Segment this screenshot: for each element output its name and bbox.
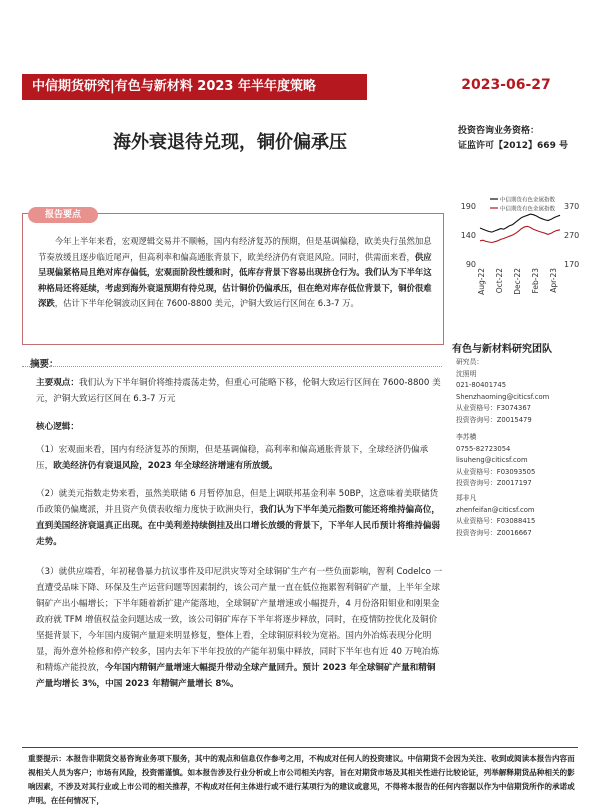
analyst-card bbox=[456, 357, 549, 426]
license-line-1: 投资咨询业务资格： bbox=[458, 126, 540, 136]
analyst-card bbox=[456, 432, 535, 490]
summary-bold: 供应呈现偏紧格局且绝对库存偏低，宏观面阶段性缓和时，低库存背景下容易出现挤仓行为。我们认为下半年这种格局还将延续，考虑到海外衰退预期有待兑现，估计铜价仍偏承压，但在绝对库存低位背景下，铜价很难深跌 bbox=[38, 251, 432, 308]
disclaimer-text: 重要提示：本报告非期货交易咨询业务项下服务，其中的观点和信息仅作参考之用，不构成对任何人的投资建议。中信期货不会因为关注、收到或阅读本报告内容而视相关人员为客户；市场有风险，投资需谨慎。如本报告涉及行业分析或上市公司相关内容，旨在对期货市场及其相关性进行比较论证，列举解释期货品种相关的影响因素，不涉及对其行业或上市公司的相关推荐，不构成对任何主体进行或不进行某项行为的建议或意见，不得将本报告的任何内容据以作为中信期货所作的承诺或声明。在任何情况下， bbox=[28, 754, 575, 805]
right-axis-tick: 270 bbox=[564, 231, 580, 240]
summary-pill: 报告要点 bbox=[28, 207, 98, 223]
footer-divider bbox=[22, 747, 578, 748]
main-point-text: 我们认为下半年铜价将维持震荡走势，但重心可能略下移，伦铜大致运行区间在 7600-8800 美元，沪铜大致运行区间在 6.3-7 万元 bbox=[36, 378, 441, 404]
x-axis-tick: Oct-22 bbox=[495, 268, 504, 294]
main-point bbox=[36, 375, 444, 407]
core-logic-heading: 核心逻辑： bbox=[36, 422, 79, 432]
paragraph-1-text: （1）宏观面来看，国内有经济复苏的预期，但是基调偏稳，高利率和偏高通胀背景下，全球经济仍偏承压， bbox=[36, 445, 429, 471]
x-axis-tick: Feb-23 bbox=[531, 268, 540, 294]
legend-label: 中信期货有色金属指数 bbox=[500, 197, 556, 204]
analyst-consult-number: 投资咨询号：Z0015479 bbox=[456, 415, 532, 424]
summary-text-b: ，估计下半年伦铜波动区间在 7600-8800 美元，沪铜大致运行区间在 6.3-7 万。 bbox=[54, 298, 359, 308]
research-team-title: 有色与新材料研究团队 bbox=[452, 344, 552, 355]
analyst-consult-number: 投资咨询号：Z0017197 bbox=[456, 479, 532, 487]
paragraph-1-bold: 欧美经济仍有衰退风险，2023 年全球经济增速有所放缓。 bbox=[53, 461, 278, 471]
analyst-qualification: 从业资格号：F03093505 bbox=[456, 467, 536, 476]
analyst-card bbox=[456, 493, 535, 539]
paragraph-1 bbox=[36, 442, 444, 474]
analyst-phone: 021-80401745 bbox=[456, 381, 507, 389]
x-axis-tick: Dec-22 bbox=[513, 268, 522, 295]
analyst-role: 研究员： bbox=[456, 358, 484, 366]
paragraph-3 bbox=[36, 564, 444, 692]
analyst-name: 李苏横 bbox=[456, 433, 477, 441]
summary-text-a: 今年上半年来看，宏观逻辑交易并不顺畅，国内有经济复苏的预期，但是基调偏稳，欧美央行虽然加息节奏放缓且逐步临近尾声，但高利率和偏高通胀背景下，欧美经济仍有衰退风险。同时，供需面来看， bbox=[38, 236, 432, 262]
legend-label: 中信期货有色金属指数 bbox=[500, 206, 556, 213]
analyst-phone: 0755-82723054 bbox=[456, 444, 511, 453]
x-axis-tick: Apr-23 bbox=[549, 268, 558, 293]
left-axis-tick: 90 bbox=[465, 260, 476, 269]
analyst-qualification: 从业资格号：F3074367 bbox=[456, 404, 531, 412]
report-date: 2023-06-27 bbox=[461, 77, 551, 93]
analyst-consult-number: 投资咨询号：Z0016667 bbox=[456, 528, 532, 537]
paragraph-2 bbox=[36, 486, 444, 550]
paragraph-3-bold: 今年国内精铜产量增速大幅提升带动全球产量回升。预计 2023 年全球铜矿产量和精铜产量均增长 3%，中国 2023 年精铜产量增长 8%。 bbox=[36, 663, 436, 689]
analyst-name: 郑非凡 bbox=[456, 494, 477, 502]
series-line bbox=[480, 226, 560, 242]
analyst-qualification: 从业资格号：F03088415 bbox=[456, 517, 536, 525]
analyst-email[interactable]: Shenzhaoming@citicsf.com bbox=[456, 392, 550, 401]
paragraph-2-text: （2）就美元指数走势来看，虽然美联储 6 月暂停加息，但是上调联邦基金利率 50BP，这意味着美联储货币政策仍偏鹰派，并且资产负债表收缩力度快于欧洲央行， bbox=[36, 489, 439, 515]
paragraph-3-text: （3）就供应端看，年初秘鲁暴力抗议事件及印尼洪灾等对全球铜矿生产有一些负面影响，智利 Codelco 一直遭受品味下降、环保及生产运营问题等因素制约，该公司产量一直在低位拖累智利铜矿产量，上半年全球铜矿产出小幅增长；下半年随着新扩建产能落地，全球铜矿产量增速或小幅提升，4 月份洛阳钼业和刚果金政府就 TFM 增值权益金问题达成一致，该公司铜矿库存下半年将逐步释放，同时，在疫情防控优化及铜价坚挺背景下，今年国内废铜产量迎来明显修复，整体上看，全球铜原料较为宽裕。国内外冶炼表现分化明显，海外意外检修和停产较多，国内去年下半年投放的产能年初集中释放，同时下半年也有近 40 万吨冶炼和精炼产能投放， bbox=[36, 567, 443, 673]
main-point-label: 主要观点： bbox=[36, 378, 79, 388]
core-logic-label bbox=[36, 419, 444, 435]
report-series-banner: 中信期货研究|有色与新材料 2023 年半年度策略 bbox=[22, 74, 367, 100]
left-axis-tick: 140 bbox=[460, 231, 476, 240]
analyst-name: 沈照明 bbox=[456, 369, 477, 378]
right-axis-tick: 170 bbox=[564, 260, 580, 269]
analyst-email[interactable]: zhenfeifan@citicsf.com bbox=[456, 505, 535, 514]
license-line-2: 证监许可【2012】669 号 bbox=[458, 141, 568, 151]
left-axis-tick: 190 bbox=[460, 202, 476, 211]
paragraph-2-bold: 我们认为下半年美元指数可能还将维持偏高位，直到美国经济衰退真正出现。在中美利差持续倒挂及出口增长放缓的背景下，下半年人民币预计将维持偏弱走势。 bbox=[36, 505, 440, 547]
analyst-email[interactable]: lisuheng@citicsf.com bbox=[456, 456, 528, 464]
right-axis-tick: 370 bbox=[564, 202, 580, 211]
abstract-divider bbox=[22, 366, 442, 367]
summary-text bbox=[38, 234, 436, 312]
abstract-label: 摘要： bbox=[30, 359, 59, 370]
license-info bbox=[458, 124, 593, 154]
x-axis-tick: Aug-22 bbox=[477, 268, 486, 295]
index-chart bbox=[452, 190, 592, 300]
report-title: 海外衰退待兑现，铜价偏承压 bbox=[113, 132, 347, 153]
